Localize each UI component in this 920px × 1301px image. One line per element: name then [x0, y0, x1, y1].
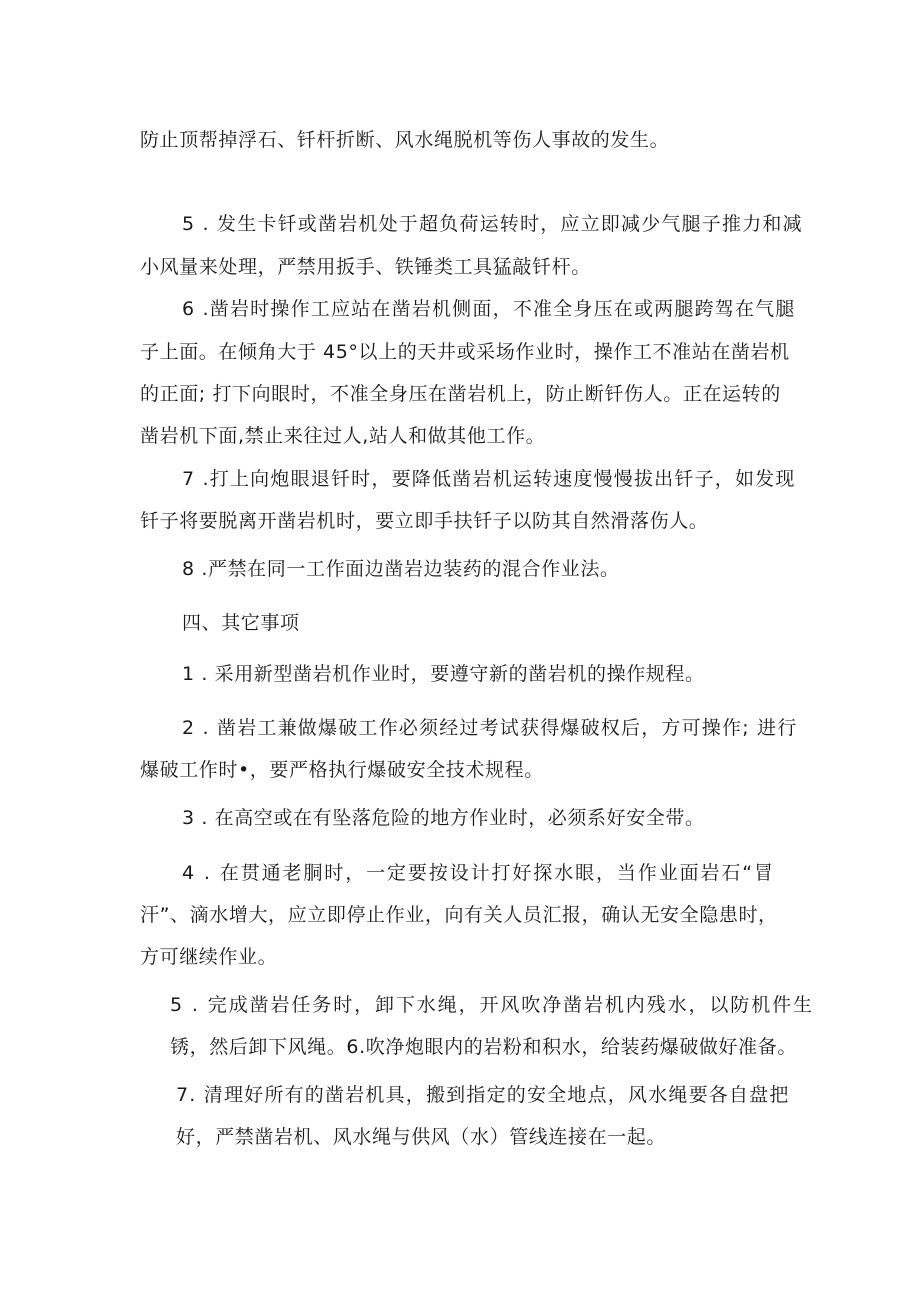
paragraph-line: 凿岩机下面,禁止来往过人,站人和做其他工作。	[140, 425, 546, 447]
section-heading: 四、其它事项	[182, 612, 300, 634]
paragraph-line: 5 . 完成凿岩任务时，卸下水绳，开风吹净凿岩机内残水，以防机件生	[170, 994, 814, 1016]
paragraph-line: 2 . 凿岩工兼做爆破工作必须经过考试获得爆破权后，方可操作; 进行	[182, 717, 798, 739]
paragraph-line: 5 . 发生卡钎或凿岩机处于超负荷运转时，应立即减少气腿子推力和减	[182, 213, 803, 235]
paragraph-line: 锈，然后卸下风绳。6.吹净炮眼内的岩粉和积水，给装药爆破做好准备。	[170, 1036, 797, 1058]
paragraph-line: 小风量来处理，严禁用扳手、铁锤类工具猛敲钎杆。	[140, 256, 591, 278]
paragraph-line: 汗”、滴水增大，应立即停止作业，向有关人员汇报，确认无安全隐患时，	[140, 904, 778, 926]
paragraph-line: 7. 清理好所有的凿岩机具，搬到指定的安全地点，风水绳要各自盘把	[176, 1084, 790, 1106]
paragraph-line: 钎子将要脱离开凿岩机时，要立即手扶钎子以防其自然滑落伤人。	[140, 510, 709, 532]
paragraph-line: 方可继续作业。	[140, 946, 278, 968]
paragraph-line: 爆破工作时•，要严格执行爆破安全技术规程。	[140, 759, 544, 781]
paragraph-line: 的正面; 打下向眼时，不准全身压在凿岩机上，防止断钎伤人。正在运转的	[140, 383, 781, 405]
paragraph-line: 1 . 采用新型凿岩机作业时，要遵守新的凿岩机的操作规程。	[182, 663, 705, 685]
paragraph-line: 6 .凿岩时操作工应站在凿岩机侧面，不准全身压在或两腿跨驾在气腿	[182, 298, 796, 320]
paragraph-line: 子上面。在倾角大于 45°以上的天井或采场作业时，操作工不准站在凿岩机	[140, 341, 790, 363]
paragraph-line: 防止顶帮掉浮石、钎杆折断、风水绳脱机等伤人事故的发生。	[140, 129, 670, 151]
paragraph-line: 3 . 在高空或在有坠落危险的地方作业时，必须系好安全带。	[182, 807, 705, 829]
paragraph-line: 好，严禁凿岩机、风水绳与供风（水）管线连接在一起。	[176, 1126, 667, 1148]
paragraph-line: 8 .严禁在同一工作面边凿岩边装药的混合作业法。	[182, 558, 620, 580]
paragraph-line: 4 . 在贯通老胴时，一定要按设计打好探水眼，当作业面岩石“冒	[182, 862, 775, 884]
paragraph-line: 7 .打上向炮眼退钎时，要降低凿岩机运转速度慢慢拔出钎子，如发现	[182, 468, 796, 490]
